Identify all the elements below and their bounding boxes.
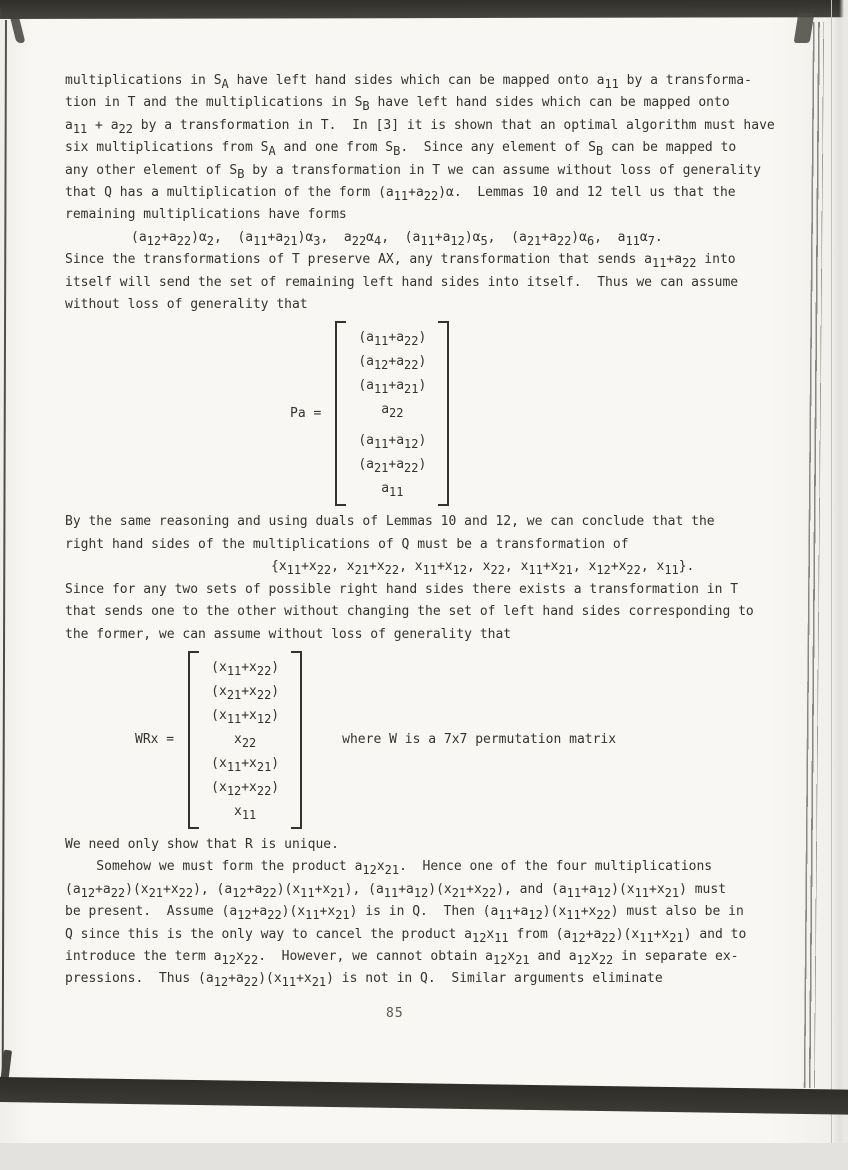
pa-equation: [290, 321, 801, 506]
text-line: itself will send the set of remaining left hand sides into itself. Thus we can assume: [65, 274, 739, 290]
pa-matrix-row: $a_{11}$: [381, 481, 404, 500]
wrx-matrix-rows: [199, 651, 291, 829]
rhs-set-line: {$x_{11}+x_{22}$, $x_{21}+x_{22}$, $x_{11}+x_{12}$, $x_{22}$, $x_{11}+x_{21}$, $x_{12}+x_{22}$, $x_{11}$}.: [271, 559, 695, 578]
right-bracket: [291, 651, 302, 829]
pa-matrix-row: $a_{22}$: [381, 402, 404, 421]
wrx-equation-note: where W is a 7x7 permutation matrix: [342, 731, 617, 747]
pa-equation-label: Pa =: [290, 405, 322, 421]
right-bracket: [438, 321, 449, 506]
pa-matrix-row: $(a_{11}+a_{21})$: [358, 378, 427, 397]
text-line: right hand sides of the multiplications of Q must be a transformation of: [65, 536, 629, 552]
wrx-matrix-row: $(x_{12}+x_{22})$: [211, 779, 280, 798]
text-line: that sends one to the other without changing the set of left hand sides corresponding to: [65, 604, 754, 620]
text-line: $(a_{12}+a_{22})(x_{21}+x_{22})$, $(a_{12}+a_{22})(x_{11}+x_{21})$, $(a_{11}+a_{12})(x_{21}+x_{22})$, and $(a_{11}+a_{12})(x_{11}+x_{21})$ must: [65, 881, 727, 900]
pa-matrix-row: $(a_{21}+a_{22})$: [358, 457, 427, 476]
text-line: multiplications in $S_A$ have left hand sides which can be mapped onto $a_{11}$ by a transforma-: [65, 73, 752, 92]
paragraph-3: [65, 511, 801, 556]
paragraph-2: [65, 249, 801, 316]
page-content: [65, 70, 801, 991]
scan-mark-top-right: [794, 13, 815, 43]
text-line: By the same reasoning and using duals of Lemmas 10 and 12, we can conclude that the: [65, 514, 715, 530]
paragraph-4: [65, 579, 801, 646]
paragraph-6: [65, 856, 801, 990]
left-bracket: [188, 651, 199, 829]
scan-margin-right: [831, 0, 848, 1170]
scan-edge-top: [0, 0, 848, 19]
wrx-equation: [135, 651, 801, 829]
text-line: We need only show that R is unique.: [65, 836, 339, 852]
pa-matrix-row: $(a_{12}+a_{22})$: [358, 354, 427, 373]
pa-matrix: [335, 321, 449, 506]
multiplication-forms-line: $(a_{12}+a_{22})\alpha_2$, $(a_{11}+a_{21})\alpha_3$, $a_{22}\alpha_4$, $(a_{11}+a_{12})\alpha_5$, $(a_{21}+a_{22})\alpha_6$, $a_{11}\alpha_7$.: [131, 229, 663, 248]
left-bracket: [335, 321, 346, 506]
wrx-matrix-row: $x_{11}$: [234, 803, 257, 822]
text-line: tion in T and the multiplications in $S_B$ have left hand sides which can be mapped onto: [65, 95, 730, 114]
text-line: six multiplications from $S_A$ and one from $S_B$. Since any element of $S_B$ can be mapped to: [65, 140, 737, 159]
wrx-matrix-row: $(x_{11}+x_{22})$: [211, 659, 280, 678]
scan-edge-left: [2, 20, 7, 1080]
wrx-matrix: [188, 651, 302, 829]
text-line: pressions. Thus $(a_{12}+a_{22})(x_{11}+x_{21})$ is not in Q. Similar arguments eliminate: [65, 971, 663, 990]
paragraph-1: [65, 70, 801, 227]
text-line: $a_{11} + a_{22}$ by a transformation in T. In [3] it is shown that an optimal algorithm must have: [65, 117, 775, 136]
paragraph-5: [65, 834, 801, 856]
wrx-matrix-row: $(x_{11}+x_{21})$: [211, 755, 280, 774]
text-line: remaining multiplications have forms: [65, 207, 347, 223]
text-line: Somehow we must form the product $a_{12}x_{21}$. Hence one of the four multiplications: [65, 859, 713, 878]
wrx-matrix-row: $(x_{21}+x_{22})$: [211, 683, 280, 702]
text-line: that Q has a multiplication of the form $(a_{11}+a_{22})\alpha$. Lemmas 10 and 12 tell us that the: [65, 185, 736, 204]
wrx-matrix-row: $(x_{11}+x_{12})$: [211, 707, 280, 726]
scan-edge-bottom: [0, 1077, 848, 1115]
text-line: without loss of generality that: [65, 297, 308, 313]
text-line: Q since this is the only way to cancel the product $a_{12}x_{11}$ from $(a_{12}+a_{22})(x_{11}+x_{21})$ and to: [65, 926, 747, 945]
pa-matrix-rows: [346, 321, 438, 506]
wrx-equation-label: WRx =: [135, 731, 175, 747]
page-number: 85: [386, 1006, 404, 1021]
book-page-edges-right: [804, 22, 824, 1088]
text-line: any other element of $S_B$ by a transformation in T we can assume without loss of generality: [65, 162, 761, 181]
scan-backdrop-bottom: [0, 1143, 848, 1170]
text-line: introduce the term $a_{12}x_{22}$. However, we cannot obtain $a_{12}x_{21}$ and $a_{12}x_{22}$ in separate ex-: [65, 948, 739, 967]
wrx-matrix-row: $x_{22}$: [234, 731, 257, 750]
text-line: Since the transformations of T preserve AX, any transformation that sends $a_{11}+a_{22}$ into: [65, 252, 736, 271]
scan-mark-top-left: [10, 15, 26, 43]
pa-matrix-row: $(a_{11}+a_{22})$: [358, 330, 427, 349]
text-line: Since for any two sets of possible right hand sides there exists a transformation in T: [65, 581, 739, 597]
pa-matrix-row: $(a_{11}+a_{12})$: [358, 433, 427, 452]
text-line: be present. Assume $(a_{12}+a_{22})(x_{11}+x_{21})$ is in Q. Then $(a_{11}+a_{12})(x_{11}+x_{22})$ must also be in: [65, 904, 744, 923]
text-line: the former, we can assume without loss of generality that: [65, 626, 512, 642]
